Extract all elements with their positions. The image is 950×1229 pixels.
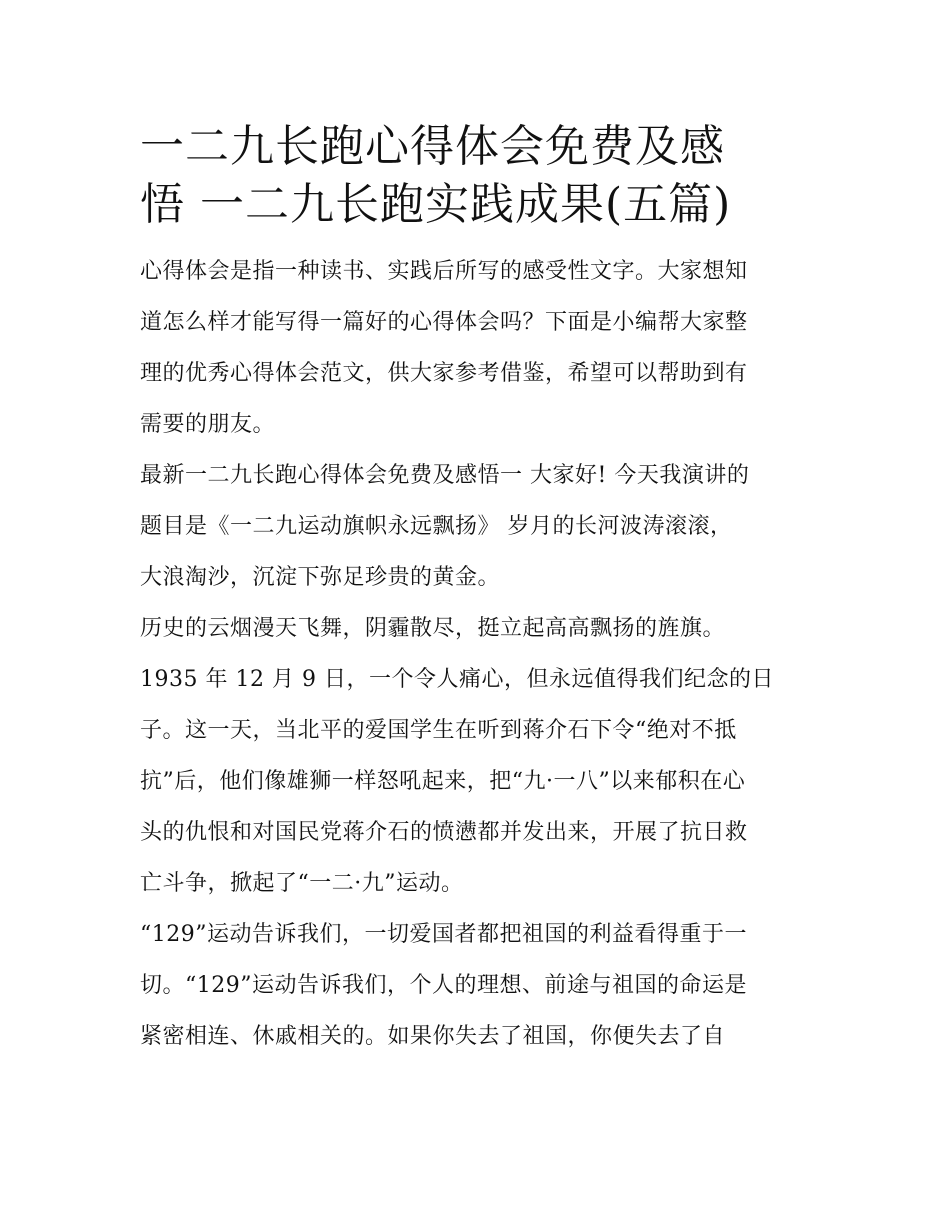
text-line: 心得体会是指一种读书、实践后所写的感受性文字。大家想知 [140, 259, 748, 284]
text-line: 亡斗争，掀起了“一二·九”运动。 [140, 871, 464, 896]
text-line: 抗”后，他们像雄狮一样怒吼起来，把“九·一八”以来郁积在心 [140, 769, 746, 794]
text-line: 题目是《一二九运动旗帜永远飘扬》 岁月的长河波涛滚滚， [140, 514, 733, 539]
text-line: 道怎么样才能写得一篇好的心得体会吗？下面是小编帮大家整 [140, 310, 748, 335]
text-line: “129”运动告诉我们，一切爱国者都把祖国的利益看得重于一 [140, 922, 747, 947]
text-line: 紧密相连、休戚相关的。如果你失去了祖国，你便失去了自 [140, 1024, 726, 1049]
paragraph-history [140, 603, 820, 654]
paragraph-speech-opening [140, 450, 820, 603]
text-line: 最新一二九长跑心得体会免费及感悟一 大家好! 今天我演讲的 [140, 463, 750, 488]
document-title [140, 118, 820, 234]
text-line: 子。这一天，当北平的爱国学生在听到蒋介石下令“绝对不抵 [140, 718, 737, 743]
paragraph-intro [140, 246, 820, 450]
text-line: 切。“129”运动告诉我们，个人的理想、前途与祖国的命运是 [140, 973, 747, 998]
text-line: 需要的朋友。 [140, 412, 276, 437]
title-spacer [140, 234, 820, 246]
document-content [140, 118, 820, 1062]
title-line: 一二九长跑心得体会免费及感 [140, 121, 725, 172]
paragraph-1935 [140, 654, 820, 909]
paragraph-129-movement [140, 909, 820, 1062]
text-line: 1935 年 12 月 9 日，一个令人痛心，但永远值得我们纪念的日 [140, 667, 774, 692]
text-line: 历史的云烟漫天飞舞，阴霾散尽，挺立起高高飘扬的旌旗。 [140, 616, 726, 641]
text-line: 大浪淘沙，沉淀下弥足珍贵的黄金。 [140, 565, 501, 590]
text-line: 头的仇恨和对国民党蒋介石的愤懑都并发出来，开展了抗日救 [140, 820, 748, 845]
title-line: 悟 一二九长跑实践成果(五篇) [140, 179, 732, 230]
text-line: 理的优秀心得体会范文，供大家参考借鉴，希望可以帮助到有 [140, 361, 748, 386]
